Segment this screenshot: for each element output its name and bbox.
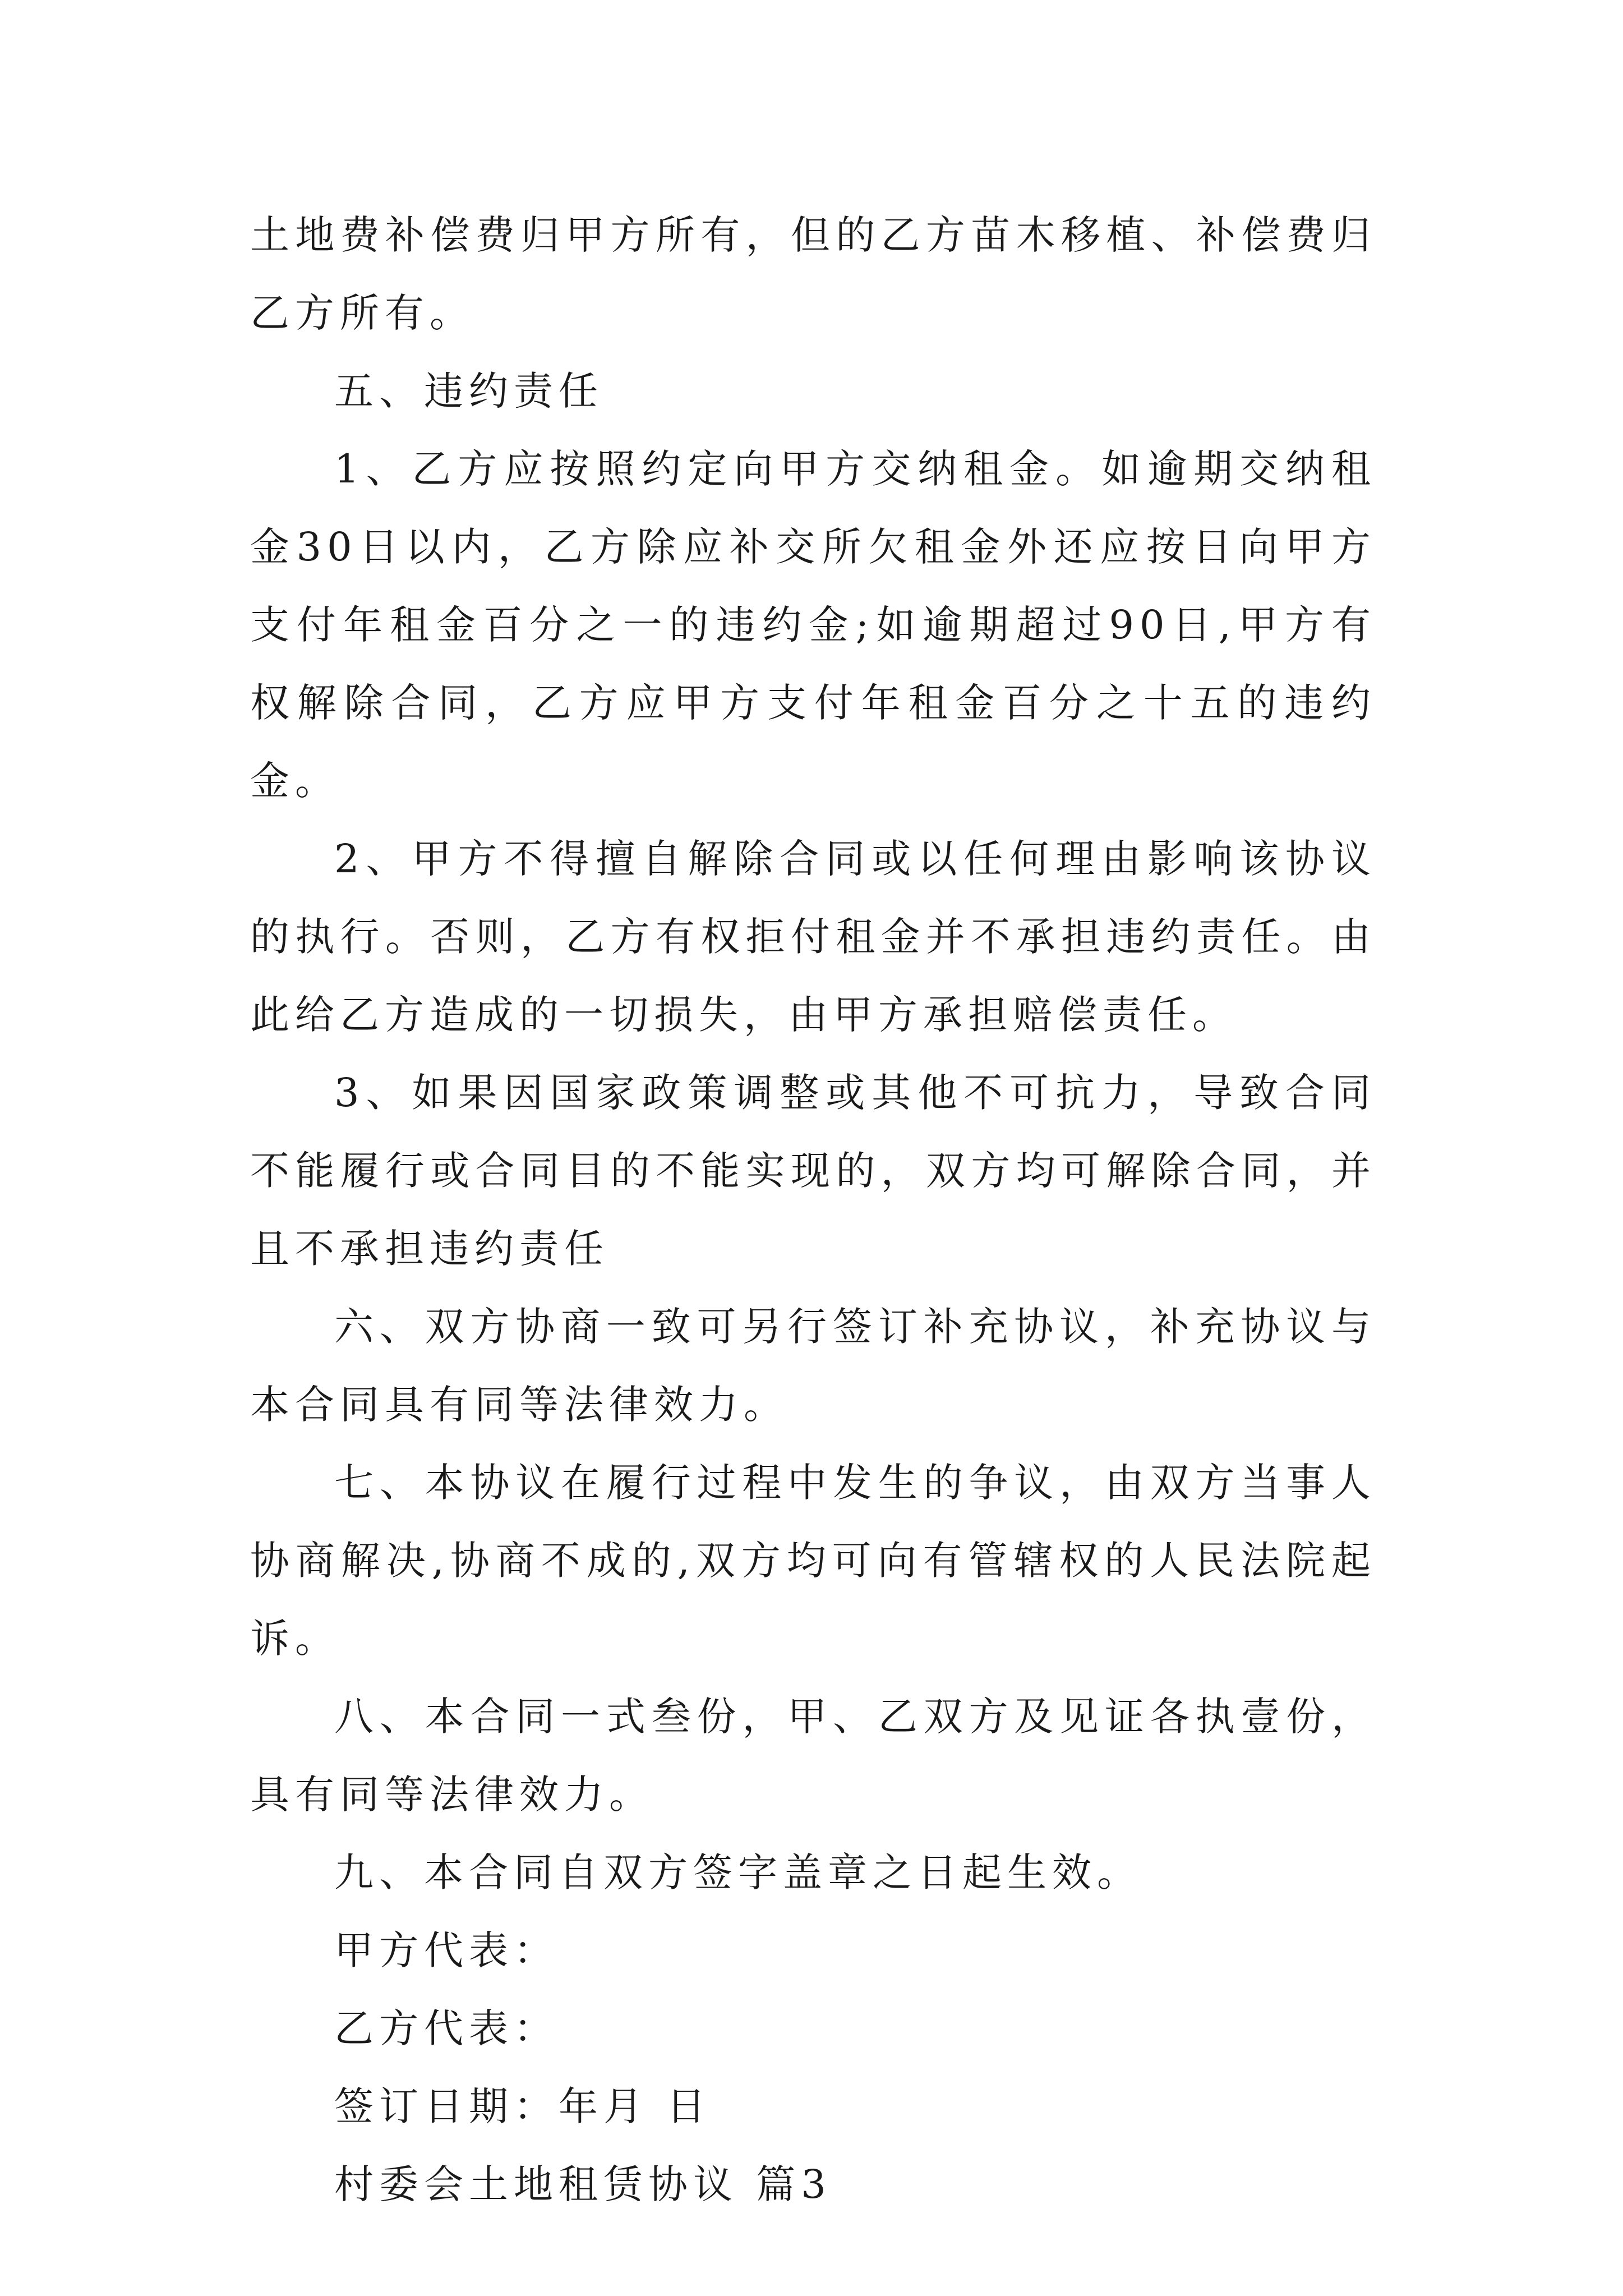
clause-2-no-termination: 2、甲方不得擅自解除合同或以任何理由影响该协议的执行。否则，乙方有权拒付租金并不承担违约责任。由此给乙方造成的一切损失，由甲方承担赔偿责任。 [250,836,1376,1038]
section-9-effective: 九、本合同自双方签字盖章之日起生效。 [334,1849,1142,1895]
party-b-representative: 乙方代表： [334,2005,559,2051]
section-6-supplementary: 六、双方协商一致可另行签订补充协议，补充协议与本合同具有同等法律效力。 [250,1304,1376,1428]
section-8-copies: 八、本合同一式叁份，甲、乙双方及见证各执壹份，具有同等法律效力。 [250,1694,1376,1818]
party-a-representative: 甲方代表： [334,1927,559,1973]
paragraph-compensation: 土地费补偿费归甲方所有，但的乙方苗木移植、补偿费归乙方所有。 [250,212,1376,336]
clause-3-force-majeure: 3、如果因国家政策调整或其他不可抗力，导致合同不能履行或合同目的不能实现的，双方均可解除合同，并且不承担违约责任 [250,1070,1376,1272]
section-7-disputes: 七、本协议在履行过程中发生的争议，由双方当事人协商解决,协商不成的,双方均可向有管辖权的人民法院起诉。 [250,1460,1376,1662]
signing-date: 签订日期：年月 日 [334,2083,712,2129]
next-article-title: 村委会土地租赁协议 篇3 [334,2161,832,2207]
clause-1-rent-payment: 1、乙方应按照约定向甲方交纳租金。如逾期交纳租金30日以内，乙方除应补交所欠租金外还应按日向甲方支付年租金百分之一的违约金;如逾期超过90日,甲方有权解除合同，乙方应甲方支付年租金百分之十五的违约金。 [250,446,1376,804]
heading-breach-liability: 五、违约责任 [334,368,603,414]
document-body [250,196,1376,2224]
